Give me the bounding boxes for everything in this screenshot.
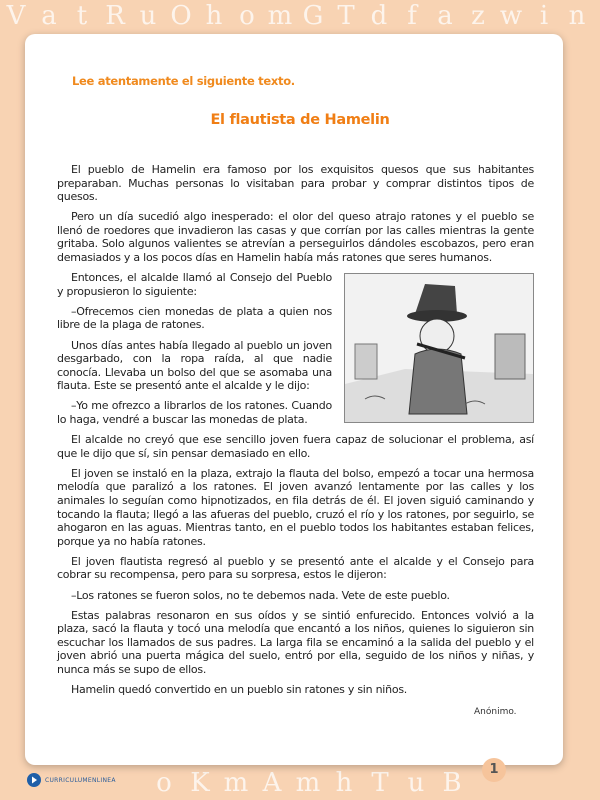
background-letter: u	[139, 1, 157, 31]
background-letter: m	[267, 1, 293, 31]
background-letter: O	[170, 1, 192, 31]
play-logo-icon	[27, 773, 41, 787]
paragraph: –Yo me ofrezco a librarlos de los ratones. Cuando lo haga, vendré a buscar las monedas de plata.	[57, 399, 332, 426]
paragraph: El joven se instaló en la plaza, extrajo la flauta del bolso, empezó a tocar una hermosa melodía que paralizó a los ratones. El joven avanzó lentamente por las calles y los animales lo seguían como hipnotizados, en fila detrás de él. El joven siguió caminando y tocando la flauta; llegó a las afueras del pueblo, cruzó el río y los ratones, por seguirlo, se ahogaron en las aguas. Mientras tanto, en el pueblo todos los habitantes estaban felices, porque ya no había ratones.	[57, 466, 534, 548]
author-credit: Anónimo.	[474, 707, 517, 717]
flutist-illustration	[344, 273, 534, 423]
background-letter: a	[437, 1, 453, 31]
background-letter: K	[190, 768, 210, 798]
background-letter: h	[205, 1, 223, 31]
background-letter: m	[223, 768, 249, 798]
paragraph: Entonces, el alcalde llamó al Consejo del Pueblo y propusieron lo siguiente:	[57, 271, 332, 298]
footer-logo	[27, 773, 116, 787]
background-letter: T	[371, 768, 389, 798]
background-letter: o	[156, 768, 172, 798]
background-letter: t	[76, 1, 88, 31]
background-letter: f	[407, 1, 417, 31]
paragraph: Hamelin quedó convertido en un pueblo sin ratones y sin niños.	[71, 683, 408, 697]
page-number: 1	[482, 758, 506, 782]
background-letter: n	[568, 1, 586, 31]
paragraph: El pueblo de Hamelin era famoso por los exquisitos quesos que sus habitantes preparaban. Muchas personas lo visitaban para probar y comprar distintos tipos de quesos.	[57, 163, 534, 204]
background-letter: i	[539, 1, 549, 31]
background-letter: d	[370, 1, 388, 31]
paragraph: Pero un día sucedió algo inesperado: el olor del queso atrajo ratones y el pueblo se llenó de roedores que invadieron las casas y que corrían por las calles mientras la gente gritaba. Solo algunos valientes se atrevían a perseguirlos dándoles escobazos, pero eran demasiados y a los pocos días en Hamelin había más ratones que seres humanos.	[57, 210, 534, 265]
background-letter: m	[295, 768, 321, 798]
background-letter: G	[302, 1, 324, 31]
paragraph: El alcalde no creyó que ese sencillo joven fuera capaz de solucionar el problema, así que le dijo que sí, sin pensar demasiado en ello.	[57, 433, 534, 460]
background-letter: V	[6, 1, 26, 31]
instruction-heading: Lee atentamente el siguiente texto.	[72, 74, 295, 88]
logo-text: CURRICULUMENLINEA	[45, 776, 116, 784]
background-letter: w	[499, 1, 523, 31]
background-letter: u	[407, 768, 425, 798]
story-title: El flautista de Hamelin	[210, 112, 390, 128]
paragraph: –Ofrecemos cien monedas de plata a quien nos libre de la plaga de ratones.	[57, 304, 332, 332]
background-letter: a	[41, 1, 57, 31]
paragraph: Estas palabras resonaron en sus oídos y se sintió enfurecido. Entonces volvió a la plaza, sacó la flauta y tocó una melodía que encantó a los niños, quienes lo siguieron sin escuchar los llamados de sus padres. La larga fila se encaminó a la salida del pueblo y el joven abrió una puerta mágica del suelo, entró por ella, seguido de los niños y niñas, y nunca más se supo de ellos.	[57, 608, 534, 676]
background-letter: B	[442, 768, 462, 798]
paragraph: Unos días antes había llegado al pueblo un joven desgarbado, con la ropa raída, al que nadie conocía. Llevaba un bolso del que se asomaba una flauta. Este se presentó ante el alcalde y le dijo:	[57, 338, 332, 393]
background-letter: z	[471, 1, 485, 31]
background-letter: o	[239, 1, 255, 31]
story-body	[57, 163, 534, 703]
background-letter: h	[335, 768, 353, 798]
background-letter: A	[262, 768, 282, 798]
paragraph: El joven flautista regresó al pueblo y se presentó ante el alcalde y el Consejo para cobrar su recompensa, pero para su sorpresa, estos le dijeron:	[57, 554, 534, 582]
background-letter: R	[105, 1, 125, 31]
paragraph: –Los ratones se fueron solos, no te debemos nada. Vete de este pueblo.	[71, 588, 450, 602]
background-letter: T	[337, 1, 355, 31]
